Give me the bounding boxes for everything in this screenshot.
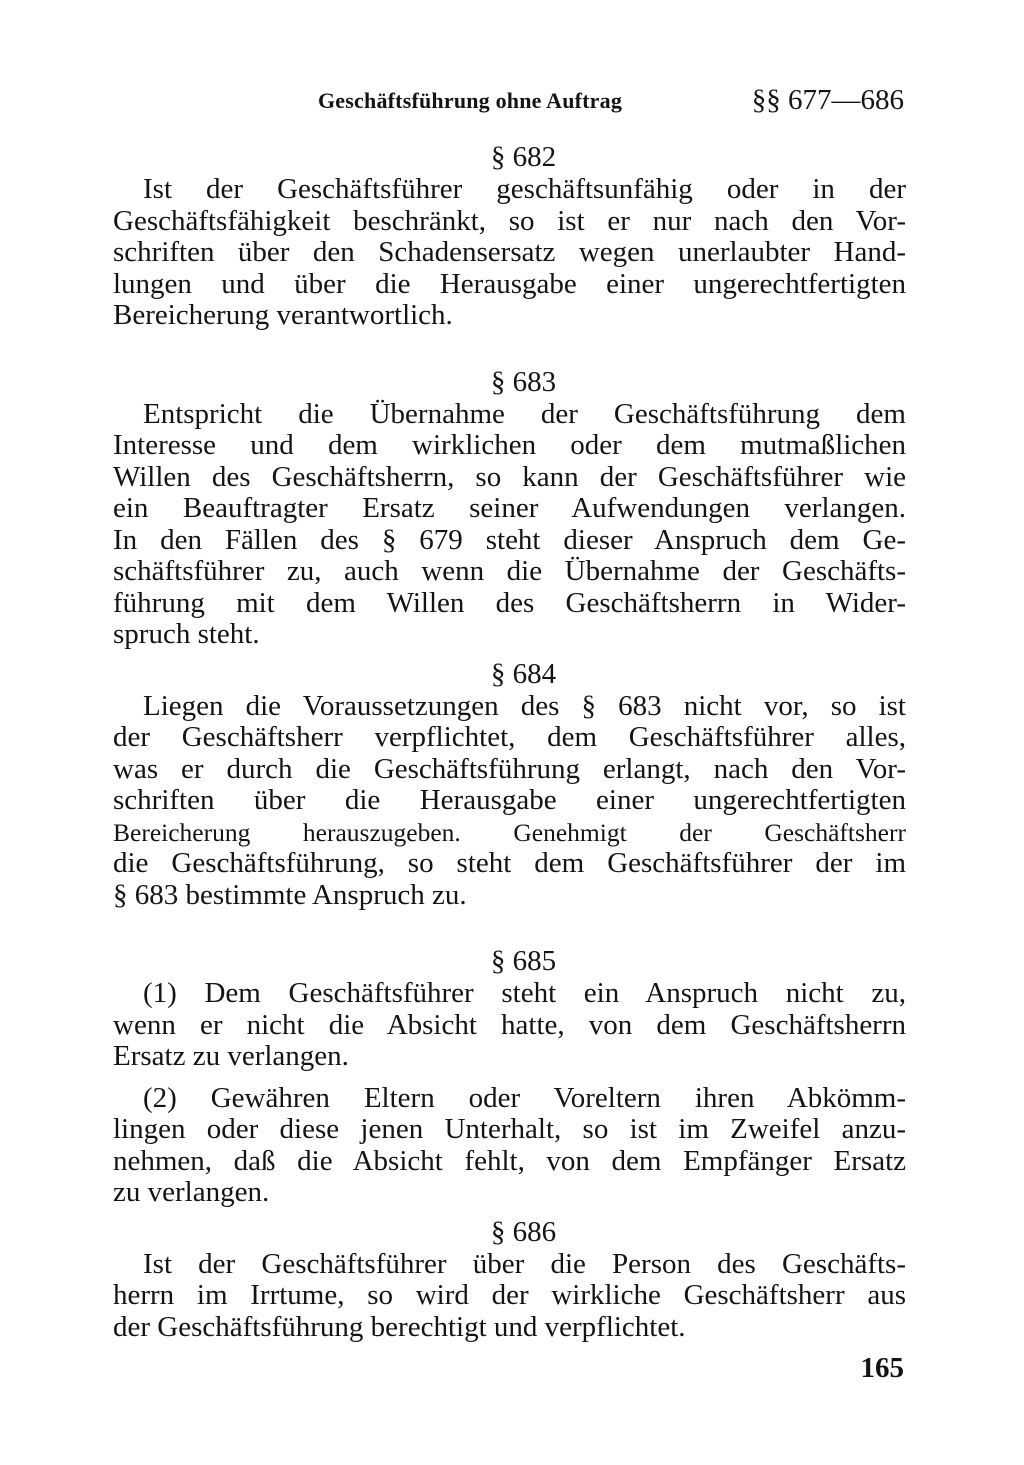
text-line: schriften über den Schadensersatz wegen unerlaubter Hand-	[113, 236, 906, 268]
text-line: lungen und über die Herausgabe einer ungerechtfertigten	[113, 267, 906, 300]
page-header	[318, 84, 904, 124]
text-line: zu verlangen.	[113, 1176, 270, 1208]
text-line: die Geschäftsführung, so steht dem Geschäftsführer der im	[113, 847, 906, 879]
text-line: ein Beauftragter Ersatz seiner Aufwendungen verlangen.	[113, 492, 906, 524]
section-range: §§ 677—686	[751, 84, 904, 116]
text-line: (2) Gewähren Eltern oder Voreltern ihren Abkömm-	[143, 1081, 906, 1114]
section-number: § 683	[490, 365, 557, 398]
paragraph	[113, 1249, 906, 1344]
text-line: Ist der Geschäftsführer geschäftsunfähig oder in der	[143, 173, 906, 205]
text-line: nehmen, daß die Absicht fehlt, von dem Empfänger Ersatz	[113, 1144, 906, 1177]
running-title: Geschäftsführung ohne Auftrag	[318, 88, 623, 113]
text-line: führung mit dem Willen des Geschäftsherrn in Wider-	[113, 586, 906, 619]
section-number: § 682	[490, 141, 557, 173]
text-line: Willen des Geschäftsherrn, so kann der Geschäftsführer wie	[113, 460, 906, 493]
paragraph	[113, 691, 906, 912]
text-line: was er durch die Geschäftsführung erlangt, nach den Vor-	[113, 752, 906, 785]
text-line: schriften über die Herausgabe einer ungerechtfertigten	[113, 784, 906, 816]
section	[113, 140, 906, 332]
text-line: lingen oder diese jenen Unterhalt, so ist im Zweifel anzu-	[113, 1113, 906, 1145]
text-line: Ersatz zu verlangen.	[113, 1040, 349, 1072]
text-line: Geschäftsfähigkeit beschränkt, so ist er nur nach den Vor-	[113, 204, 906, 237]
text-line: der Geschäftsführung berechtigt und verpflichtet.	[113, 1310, 686, 1343]
section	[113, 944, 906, 1209]
paragraph	[113, 978, 906, 1073]
page-number: 165	[860, 1352, 904, 1384]
section-list	[113, 140, 906, 1343]
text-line: Interesse und dem wirklichen oder dem mutmaßlichen	[113, 429, 906, 461]
text-line: herrn im Irrtume, so wird der wirkliche Geschäftsherr aus	[113, 1279, 906, 1311]
section	[113, 1215, 906, 1344]
text-line: schäftsführer zu, auch wenn die Übernahme der Geschäfts-	[113, 555, 906, 587]
paragraph	[113, 1083, 906, 1209]
section-number: § 685	[490, 945, 557, 977]
text-line: spruch steht.	[113, 618, 260, 650]
text-line: Ist der Geschäftsführer über die Person des Geschäfts-	[143, 1247, 906, 1280]
section-number: § 684	[490, 657, 557, 690]
text-line: § 683 bestimmte Anspruch zu.	[113, 878, 467, 911]
text-line: der Geschäftsherr verpflichtet, dem Geschäftsführer alles,	[113, 721, 906, 753]
text-line: In den Fällen des § 679 steht dieser Anspruch dem Ge-	[113, 523, 906, 556]
text-line: Bereicherung verantwortlich.	[113, 299, 453, 331]
paragraph	[113, 174, 906, 332]
text-line: Bereicherung herauszugeben. Genehmigt der Geschäftsherr	[113, 817, 906, 847]
text-line: Liegen die Voraussetzungen des § 683 nicht vor, so ist	[143, 689, 906, 722]
text-line: Entspricht die Übernahme der Geschäftsführung dem	[143, 397, 906, 430]
section	[113, 657, 906, 912]
section-number: § 686	[490, 1215, 557, 1248]
text-line: (1) Dem Geschäftsführer steht ein Anspruch nicht zu,	[143, 977, 906, 1009]
paragraph	[113, 399, 906, 651]
text-line: wenn er nicht die Absicht hatte, von dem Geschäftsherrn	[113, 1008, 906, 1041]
section	[113, 365, 906, 651]
